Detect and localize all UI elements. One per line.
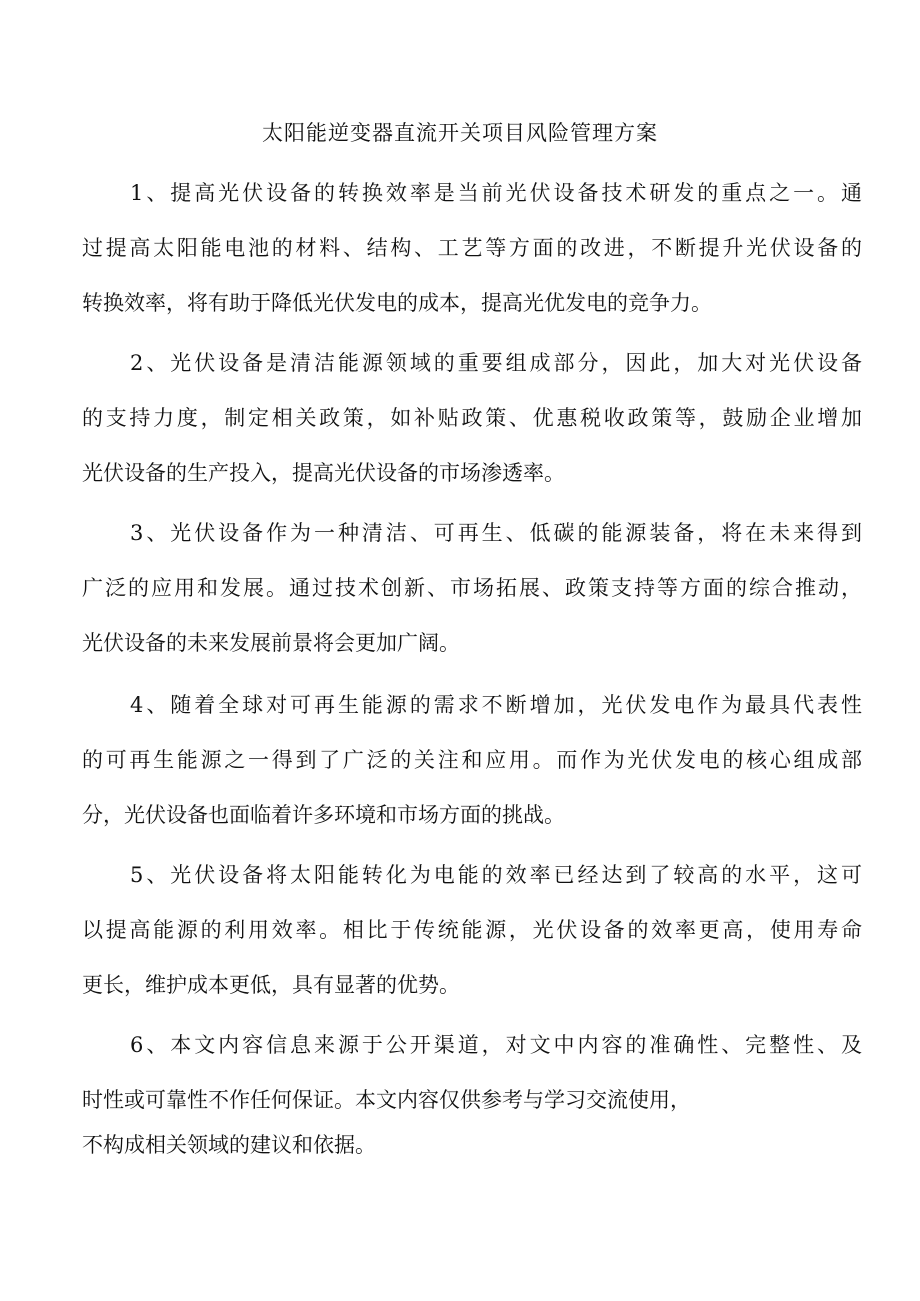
paragraph-2-line-3: 光伏设备的生产投入，提高光伏设备的市场渗透率。 bbox=[82, 461, 565, 485]
paragraph-3-line-2: 广泛的应用和发展。通过技术创新、市场拓展、政策支持等方面的综合推动， bbox=[82, 576, 862, 600]
paragraph-4-line-3: 分，光伏设备也面临着许多环境和市场方面的挑战。 bbox=[82, 803, 565, 827]
document-title: 太阳能逆变器直流开关项目风险管理方案 bbox=[262, 121, 658, 145]
paragraph-2-line-1: 2、光伏设备是清洁能源领域的重要组成部分，因此，加大对光伏设备 bbox=[130, 351, 862, 375]
paragraph-1-line-2: 过提高太阳能电池的材料、结构、工艺等方面的改进，不断提升光伏设备的 bbox=[82, 236, 862, 260]
paragraph-1-line-1: 1、提高光伏设备的转换效率是当前光伏设备技术研发的重点之一。通 bbox=[130, 181, 862, 205]
paragraph-5-line-1: 5、光伏设备将太阳能转化为电能的效率已经达到了较高的水平，这可 bbox=[130, 863, 862, 887]
paragraph-5-line-3: 更长，维护成本更低，具有显著的优势。 bbox=[82, 973, 460, 997]
paragraph-4-line-1: 4、随着全球对可再生能源的需求不断增加，光伏发电作为最具代表性 bbox=[130, 693, 862, 717]
paragraph-4-line-2: 的可再生能源之一得到了广泛的关注和应用。而作为光伏发电的核心组成部 bbox=[82, 748, 862, 772]
paragraph-6-line-1: 6、本文内容信息来源于公开渠道，对文中内容的准确性、完整性、及 bbox=[130, 1033, 862, 1057]
paragraph-3-line-1: 3、光伏设备作为一种清洁、可再生、低碳的能源装备，将在未来得到 bbox=[130, 521, 862, 545]
paragraph-5-line-2: 以提高能源的利用效率。相比于传统能源，光伏设备的效率更高，使用寿命 bbox=[82, 918, 862, 942]
paragraph-6-line-3: 不构成相关领域的建议和依据。 bbox=[82, 1133, 376, 1157]
paragraph-2-line-2: 的支持力度，制定相关政策，如补贴政策、优惠税收政策等，鼓励企业增加 bbox=[82, 406, 862, 430]
paragraph-3-line-3: 光伏设备的未来发展前景将会更加广阔。 bbox=[82, 631, 460, 655]
paragraph-1-line-3: 转换效率，将有助于降低光伏发电的成本，提高光优发电的竞争力。 bbox=[82, 291, 712, 315]
paragraph-6-line-2: 时性或可靠性不作任何保证。本文内容仅供参考与学习交流使用， bbox=[82, 1088, 691, 1112]
